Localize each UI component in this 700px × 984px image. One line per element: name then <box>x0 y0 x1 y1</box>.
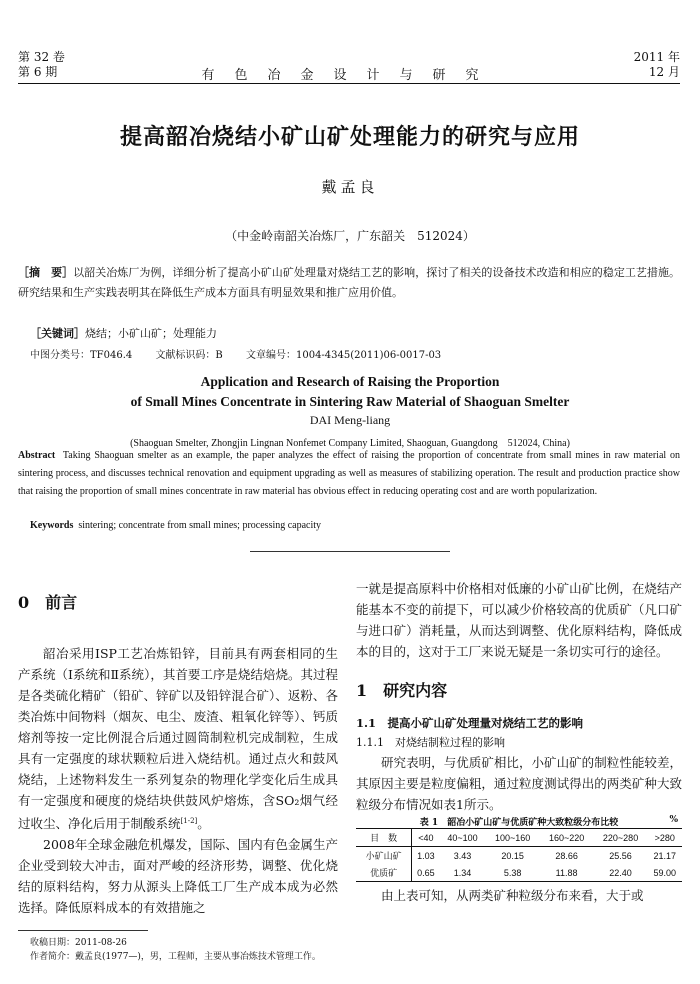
table-cell: 28.66 <box>555 850 578 861</box>
intro-paragraph-continued: 一就是提高原料中价格相对低廉的小矿山矿比例，在烧结产能基本不变的前提下，可以减少价格较高的优质矿（凡口矿与进口矿）消耗量，从而达到调整、优化原料结构，降低成本的目的，这对于工厂来说无疑是一条切实可行的途径。 <box>356 581 682 659</box>
english-keywords <box>30 520 321 531</box>
table-cell: 1.03 <box>417 850 435 861</box>
table-1-unit: % <box>669 815 678 825</box>
left-column <box>18 578 338 918</box>
table-1-caption-text: 表 1 韶冶小矿山矿与优质矿种大致粒级分布比较 <box>419 818 619 828</box>
table-row <box>356 864 682 882</box>
paper-title: 提高韶冶烧结小矿山矿处理能力的研究与应用 <box>119 124 580 150</box>
table-header-cell: 40~100 <box>439 829 485 847</box>
table-header-row <box>356 829 682 847</box>
research-paragraph: 研究表明，与优质矿相比，小矿山矿的制粒性能较差，其原因主要是粒度偏粗，通过粒度测试得出的两类矿种大致粒级分布情况如表1所示。 <box>356 755 682 812</box>
footnote <box>30 936 321 964</box>
particle-size-table <box>356 828 682 882</box>
article-number: 文章编号：1004-4345(2011)06-0017-03 <box>245 350 442 361</box>
table-cell: 1.34 <box>439 864 485 882</box>
english-keywords-label: Keywords <box>30 520 74 531</box>
clc-number: 中图分类号：TF046.4 <box>30 350 133 361</box>
table-cell: 优质矿 <box>356 864 412 882</box>
english-abstract <box>18 447 680 501</box>
date-info <box>634 50 680 80</box>
table-cell: 22.40 <box>594 864 648 882</box>
english-abstract-text: Taking Shaoguan smelter as an example, the paper analyzes the effect of raising the proportion of concentrate from small mines in raw material on sintering process, and discusses technical renovation and equipment upgrading as well as measures of stabilizing operation. The result and production practice show that raising the proportion of small mines concentrate in raw material has obvious effect in reducing operating cost and are worth popularization. <box>18 450 681 497</box>
table-cell: 11.88 <box>540 864 594 882</box>
subsection-1-1-1-heading: 1.1.1 对烧结制粒过程的影响 <box>356 736 505 749</box>
section-1-heading: 1 研究内容 <box>356 681 448 700</box>
year-label: 2011 年 <box>633 50 680 64</box>
affiliation: （中金岭南韶关冶炼厂，广东韶关 512024） <box>225 229 475 243</box>
english-keywords-text: sintering; concentrate from small mines; processing capacity <box>78 520 322 531</box>
keywords-cn-label: ［关键词］ <box>30 327 85 340</box>
footnote-rule <box>18 930 148 931</box>
right-column <box>356 578 682 906</box>
journal-name: 有色冶金设计与研究 <box>201 68 499 83</box>
author-intro: 作者简介：戴孟良(1977—)，男，工程师，主要从事冶炼技术管理工作。 <box>30 952 321 962</box>
classification-line <box>30 346 461 361</box>
volume-label: 第 32 卷 <box>18 50 65 64</box>
table-header-cell: <40 <box>412 829 440 847</box>
table-cell: 0.65 <box>412 864 440 882</box>
table-1-caption <box>356 815 682 828</box>
english-title <box>0 372 700 412</box>
table-cell: 3.43 <box>453 850 472 861</box>
intro-paragraph-1 <box>18 643 338 834</box>
table-header-cell: 100~160 <box>486 829 540 847</box>
subsection-1-1-heading: 1.1 提高小矿山矿处理量对烧结工艺的影响 <box>356 716 584 730</box>
table-header-cell: 目 数 <box>356 829 412 847</box>
english-abstract-label: Abstract <box>18 450 56 461</box>
table-row <box>356 847 682 865</box>
intro-paragraph-2: 2008年全球金融危机爆发，国际、国内有色金属生产企业受到较大冲击，面对严峻的经济形势，调整、优化烧结的原料结构，努力从源头上降低工厂生产成本成为必然选择。降低原料成本的有效措施之 <box>18 837 338 916</box>
table-cell: 小矿山矿 <box>356 847 412 865</box>
abstract-cn <box>18 263 680 303</box>
section-separator <box>250 551 450 552</box>
abstract-cn-text: 以韶关冶炼厂为例，详细分析了提高小矿山矿处理量对烧结工艺的影响，探讨了相关的设备技术改造和相应的稳定工艺措施。研究结果和生产实践表明其在降低生产成本方面具有明显效果和推广应用价值。 <box>18 266 680 299</box>
received-date: 收稿日期：2011-08-26 <box>30 938 127 948</box>
abstract-cn-label: ［摘 要］ <box>18 266 74 279</box>
table-cell: 5.38 <box>486 864 540 882</box>
issue-label: 第 6 期 <box>18 65 58 79</box>
english-title-line1: Application and Research of Raising the Proportion <box>200 374 500 389</box>
english-author: DAI Meng-liang <box>309 413 391 427</box>
table-header-cell: 160~220 <box>540 829 594 847</box>
author-name: 戴孟良 <box>321 178 379 196</box>
english-title-line2: of Small Mines Concentrate in Sintering Raw Material of Shaoguan Smelter <box>130 394 570 409</box>
intro-paragraph-1-text: 韶冶采用ISP工艺冶炼铅锌，目前具有两套相同的生产系统（Ⅰ系统和Ⅱ系统），其首要工序是烧结焙烧。其过程是各类硫化精矿（铅矿、锌矿以及铅锌混合矿）、返粉、各类冶炼中间物料（烟灰、电尘、废渣、粗氧化锌等）、钙质熔剂等按一定比例混合后通过圆筒制粒机完成制粒，生成具有一定强度的球状颗粒后进入烧结机。通过点火和鼓风烧结，上述物料发生一系列复杂的物理化学变化后生成具有一定强度和硬度的烧结块供鼓风炉熔炼，含SO₂烟气经过收尘、净化后用于制酸系统 <box>18 646 338 832</box>
table-cell: 20.15 <box>501 850 524 861</box>
table-cell: 21.17 <box>653 850 677 861</box>
keywords-cn-text: 烧结；小矿山矿；处理能力 <box>85 327 217 340</box>
table-cell: 59.00 <box>648 864 682 882</box>
header-rule <box>18 83 680 84</box>
keywords-cn <box>30 325 217 341</box>
doc-code: 文献标识码：B <box>155 350 223 361</box>
table-discussion-paragraph: 由上表可知，从两类矿种粒级分布来看，大于或 <box>381 888 644 903</box>
table-header-cell: 220~280 <box>594 829 648 847</box>
citation-ref: [1-2] <box>180 817 198 825</box>
table-header-cell: >280 <box>648 829 682 847</box>
english-affiliation: (Shaoguan Smelter, Zhongjin Lingnan Nonfemet Company Limited, Shaoguan, Guangdong 512024, China) <box>130 438 570 449</box>
table-cell: 25.56 <box>609 850 632 861</box>
month-label: 12 月 <box>648 65 680 79</box>
section-0-heading: 0 前言 <box>18 593 78 612</box>
intro-paragraph-1-end: 。 <box>197 816 210 832</box>
